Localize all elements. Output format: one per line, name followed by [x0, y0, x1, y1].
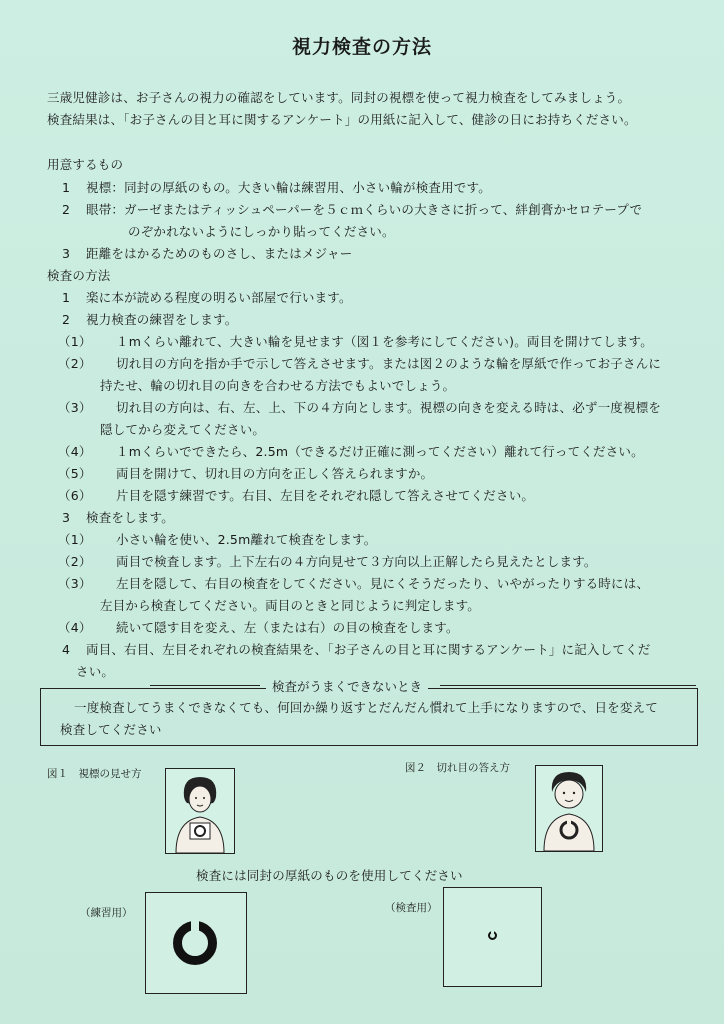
step-text: 両目、右目、左目それぞれの検査結果を、「お子さんの目と耳に関するアンケート」に記入してくだ [86, 642, 651, 657]
sub-text: 切れ目の方向は、右、左、上、下の４方向とします。視標の向きを変える時は、必ず一度視標を [116, 400, 662, 415]
prep-item-cont: のぞかれないようにしっかり貼ってください。 [128, 224, 395, 239]
trouble-text: 一度検査してうまくできなくても、何回か繰り返すとだんだん慣れて上手になりますので、日を変えて [74, 700, 658, 715]
sub-num: （3） [58, 400, 92, 415]
test-label: （検査用） [385, 902, 438, 914]
step-cont: さい。 [76, 664, 115, 679]
test-chart [443, 887, 542, 987]
sub-num: （6） [58, 488, 92, 503]
sub-text: １mくらいでできたら、2.5m（できるだけ正確に測ってください）離れて行ってください。 [116, 444, 644, 459]
practice-label: （練習用） [80, 907, 133, 919]
prep-item-num: 2 [62, 202, 71, 217]
use-note: 検査には同封の厚紙のものを使用してください [196, 868, 463, 883]
prep-item-num: 1 [62, 180, 71, 195]
sub-text: 片目を隠す練習です。右目、左目をそれぞれ隠して答えさせてください。 [116, 488, 535, 503]
sub-num: （2） [58, 554, 92, 569]
trouble-cont: 検査してください [60, 722, 162, 737]
fig2-caption: 図２ 切れ目の答え方 [405, 762, 510, 774]
sub-cont: 左目から検査してください。両目のときと同じように判定します。 [100, 598, 481, 613]
sub-text: 切れ目の方向を指か手で示して答えさせます。または図２のような輪を厚紙で作ってお子さんに [116, 356, 662, 371]
step-num: 3 [62, 510, 71, 525]
fig1-caption: 図１ 視標の見せ方 [47, 768, 142, 780]
sub-num: （2） [58, 356, 92, 371]
prep-heading: 用意するもの [47, 157, 124, 172]
sub-text: 左目を隠して、右目の検査をしてください。見にくそうだったり、いやがったりする時には、 [116, 576, 650, 591]
prep-item-text: 眼帯：ガーゼまたはティッシュペーパーを５ｃｍくらいの大きさに折って、絆創膏かセロテープで [86, 202, 643, 217]
trouble-label: 検査がうまくできないとき [266, 677, 428, 695]
divider-line [440, 685, 696, 686]
sub-text: 続いて隠す目を変え、左（または右）の目の検査をします。 [116, 620, 459, 635]
method-heading: 検査の方法 [47, 268, 111, 283]
page-title: 視力検査の方法 [291, 36, 432, 58]
step-num: 1 [62, 290, 71, 305]
child-answering-icon [536, 766, 602, 851]
sub-num: （4） [58, 620, 92, 635]
fig1-illustration [165, 768, 235, 854]
ring-gap [491, 930, 494, 934]
intro-line-2: 検査結果は、「お子さんの目と耳に関するアンケート」の用紙に記入して、健診の日にお持ちください。 [47, 112, 637, 127]
sub-text: 両目で検査します。上下左右の４方向見せて３方向以上正解したら見えたとします。 [116, 554, 597, 569]
sub-cont: 持たせ、輪の切れ目の向きを合わせる方法でもよいでしょう。 [100, 378, 456, 393]
prep-item-text: 距離をはかるためのものさし、またはメジャー [86, 246, 353, 261]
step-text: 視力検査の練習をします。 [86, 312, 238, 327]
sub-text: 小さい輪を使い、2.5m離れて検査をします。 [116, 532, 377, 547]
step-text: 検査をします。 [86, 510, 174, 525]
sub-text: １mくらい離れて、大きい輪を見せます（図１を参考にしてください)。両目を開けてします。 [116, 334, 653, 349]
sub-num: （4） [58, 444, 92, 459]
adult-showing-chart-icon [166, 769, 234, 853]
sub-num: （1） [58, 532, 92, 547]
divider-line [150, 685, 260, 686]
ring-gap [191, 919, 199, 931]
step-text: 楽に本が読める程度の明るい部屋で行います。 [86, 290, 352, 305]
sub-num: （5） [58, 466, 92, 481]
sub-text: 両目を開けて、切れ目の方向を正しく答えられますか。 [116, 466, 434, 481]
prep-item-num: 3 [62, 246, 71, 261]
sub-num: （3） [58, 576, 92, 591]
fig2-illustration [535, 765, 603, 852]
step-num: 4 [62, 642, 71, 657]
practice-chart [145, 892, 247, 994]
sub-num: （1） [58, 334, 92, 349]
step-num: 2 [62, 312, 71, 327]
sub-cont: 隠してから変えてください。 [100, 422, 266, 437]
prep-item-text: 視標：同封の厚紙のもの。大きい輪は練習用、小さい輪が検査用です。 [86, 180, 491, 195]
intro-line-1: 三歳児健診は、お子さんの視力の確認をしています。同封の視標を使って視力検査をしてみましょう。 [47, 90, 631, 105]
